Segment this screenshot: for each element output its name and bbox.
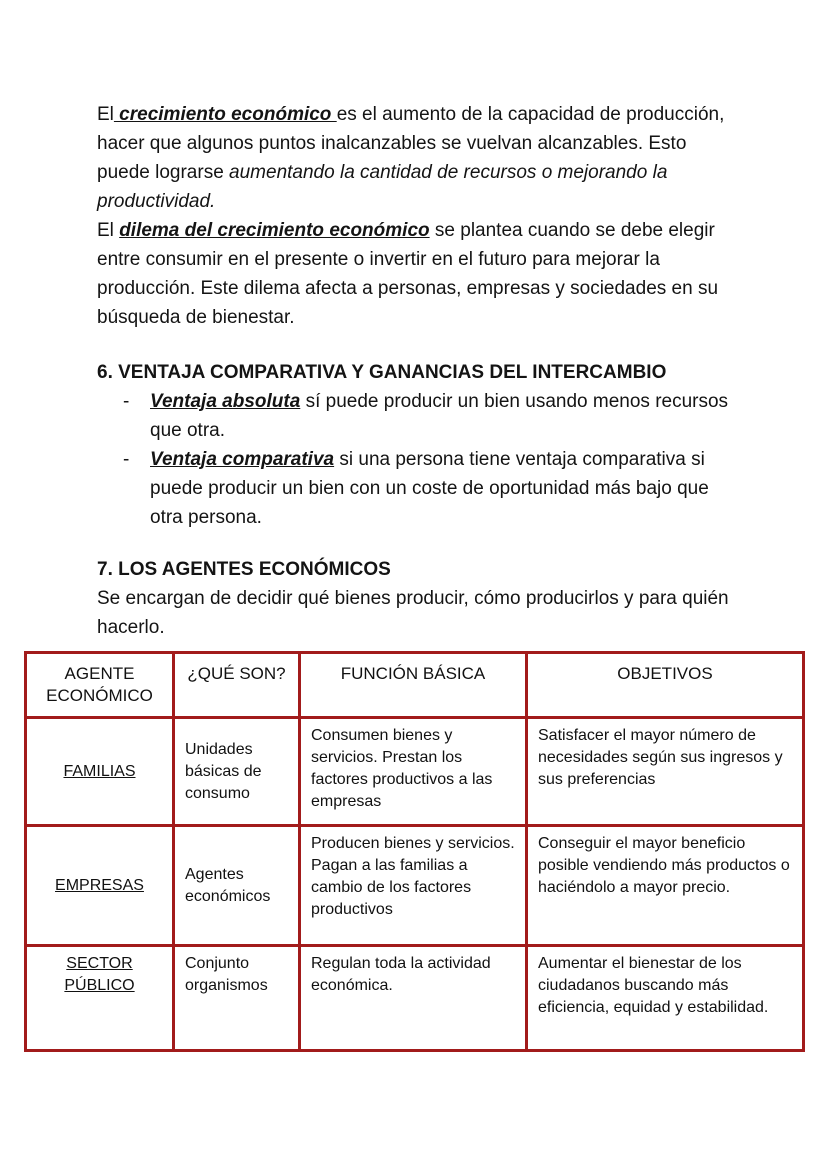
agentes-economicos-table: [24, 651, 805, 1052]
paragraph-dilema: [97, 216, 742, 332]
cell-que-son: Agentes económicos: [174, 826, 300, 946]
section-6-bullet-list: [123, 387, 742, 532]
cell-funcion-basica: Regulan toda la actividad económica.: [300, 946, 527, 1051]
paragraph-crecimiento: [97, 100, 742, 216]
bullet-dash: -: [123, 391, 130, 412]
cell-funcion-basica: Producen bienes y servicios. Pagan a las familias a cambio de los factores productivos: [300, 826, 527, 946]
term-ventaja-comparativa: Ventaja comparativa: [150, 449, 335, 470]
bullet-item-ventaja-absoluta: [123, 387, 742, 445]
bullet-rest: sí puede producir un bien usando menos recursos que otra.: [150, 391, 729, 441]
cell-objetivos: Aumentar el bienestar de los ciudadanos buscando más eficiencia, equidad y estabilidad.: [527, 946, 804, 1051]
cell-agente: EMPRESAS: [26, 826, 174, 946]
intro-paragraphs: [97, 100, 742, 332]
bullet-dash: -: [123, 449, 130, 470]
table-row-familias: [26, 718, 804, 826]
term-dilema-crecimiento: dilema del crecimiento económico: [119, 220, 430, 241]
cell-funcion-basica: Consumen bienes y servicios. Prestan los factores productivos a las empresas: [300, 718, 527, 826]
section-6-heading: 6. VENTAJA COMPARATIVA Y GANANCIAS DEL INTERCAMBIO: [97, 362, 667, 383]
cell-que-son: Conjunto organismos: [174, 946, 300, 1051]
header-cell-agente-economico: AGENTE ECONÓMICO: [26, 653, 174, 718]
section-7-heading: 7. LOS AGENTES ECONÓMICOS: [97, 559, 391, 580]
header-cell-funcion-basica: FUNCIÓN BÁSICA: [300, 653, 527, 718]
paragraph-text: El: [97, 104, 114, 125]
paragraph-text: se plantea cuando se debe elegir entre consumir en el presente o invertir en el futuro para mejorar la producción. Este dilema afecta a personas, empresas y sociedades en su búsqueda de bienestar.: [97, 220, 719, 328]
paragraph-text: es el aumento de la capacidad de producción, hacer que algunos puntos inalcanzables se vuelvan alcanzables. Esto puede lograrse: [97, 104, 725, 183]
term-crecimiento-economico: crecimiento económico: [113, 104, 337, 125]
table-header-row: [26, 653, 804, 718]
header-cell-objetivos: OBJETIVOS: [527, 653, 804, 718]
phrase-italic-medios: aumentando la cantidad de recursos o mejorando la productividad.: [97, 162, 668, 212]
cell-que-son: Unidades básicas de consumo: [174, 718, 300, 826]
header-cell-que-son: ¿QUÉ SON?: [174, 653, 300, 718]
bullet-text: [150, 387, 742, 445]
cell-objetivos: Conseguir el mayor beneficio posible vendiendo más productos o haciéndolo a mayor precio.: [527, 826, 804, 946]
section-7-intro: Se encargan de decidir qué bienes producir, cómo producirlos y para quién hacerlo.: [97, 588, 729, 638]
cell-objetivos: Satisfacer el mayor número de necesidades según sus ingresos y sus preferencias: [527, 718, 804, 826]
cell-agente: SECTOR PÚBLICO: [26, 946, 174, 1051]
bullet-text: [150, 445, 742, 532]
paragraph-text: El: [97, 220, 120, 241]
table-row-empresas: [26, 826, 804, 946]
cell-agente: FAMILIAS: [26, 718, 174, 826]
term-ventaja-absoluta: Ventaja absoluta: [150, 391, 301, 412]
bullet-rest: si una persona tiene ventaja comparativa si puede producir un bien con un coste de oportunidad más bajo que otra persona.: [150, 449, 709, 528]
bullet-item-ventaja-comparativa: [123, 445, 742, 532]
table-row-sector-publico: [26, 946, 804, 1051]
